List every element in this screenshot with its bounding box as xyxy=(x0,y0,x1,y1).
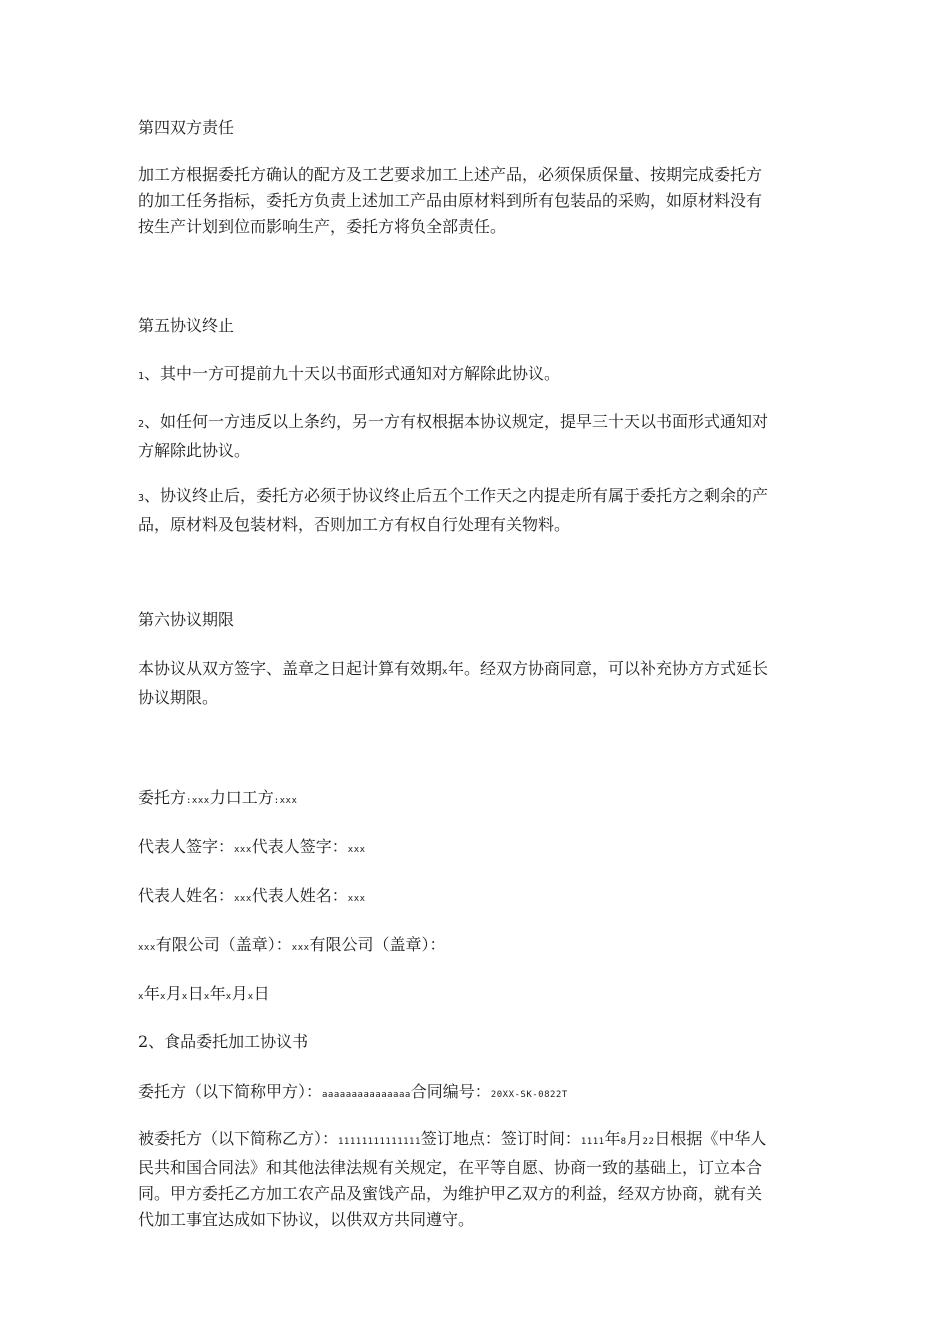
date-unit: 月 xyxy=(231,984,248,1003)
placeholder-x: x xyxy=(138,992,144,1002)
placeholder-value: xxx xyxy=(291,943,310,953)
paragraph-text: 代加工事宜达成如下协议，以供双方共同遵守。 xyxy=(138,1210,475,1229)
item-text: 、其中一方可提前九十天以书面形式通知对方解除此协议。 xyxy=(144,364,561,383)
label: 合同编号： xyxy=(410,1082,491,1101)
paragraph-line: 加工方根据委托方确认的配方及工艺要求加工上述产品，必须保质保量、按期完成委托方 xyxy=(138,165,763,184)
label: 委托方（以下简称甲方）： xyxy=(138,1082,323,1101)
signature-parties-row xyxy=(138,785,814,814)
label: 有限公司（盖章）： xyxy=(155,935,292,954)
contract-2-client-row xyxy=(138,1079,814,1108)
contract-2-paragraph xyxy=(138,1126,814,1233)
paragraph-text: 协议期限。 xyxy=(138,688,219,707)
date-unit: 日 xyxy=(187,984,204,1003)
placeholder-x: x xyxy=(442,667,448,677)
section-5-heading: 第五协议终止 xyxy=(138,316,235,335)
item-text: 方解除此协议。 xyxy=(138,441,251,460)
placeholder-value: xxx xyxy=(138,943,156,953)
placeholder-value: xxx xyxy=(347,845,366,855)
section-5-item-2 xyxy=(138,409,814,464)
section-6-heading: 第六协议期限 xyxy=(138,610,235,629)
paragraph-line: 按生产计划到位而影响生产，委托方将负全部责任。 xyxy=(138,217,507,236)
placeholder-value: aaaaaaaaaaaaaaa xyxy=(322,1090,411,1100)
placeholder-x: x xyxy=(181,992,188,1002)
section-5-item-1 xyxy=(138,361,814,390)
date-unit: 月 xyxy=(165,984,182,1003)
date-unit: 年 xyxy=(604,1129,621,1148)
paragraph-text: 日根据《中华人 xyxy=(654,1129,767,1148)
section-6-paragraph xyxy=(138,656,814,711)
placeholder-value: 11111111111111 xyxy=(338,1137,421,1147)
label: 签订地点：签订时间： xyxy=(420,1129,581,1148)
paragraph-text: 年。经双方协商同意，可以补充协方方式延长 xyxy=(447,659,768,678)
contract-2-title: 2、食品委托加工协议书 xyxy=(138,1032,309,1051)
signature-company-row xyxy=(138,932,814,961)
item-text: 、协议终止后，委托方必须于协议终止后五个工作天之内提走所有属于委托方之剩余的产 xyxy=(144,486,769,505)
item-number: 3 xyxy=(138,493,145,504)
signature-rep-name-row xyxy=(138,883,814,912)
item-number: 2 xyxy=(138,419,145,430)
placeholder-value: xxx xyxy=(234,894,252,904)
date-value: 8 xyxy=(620,1137,627,1147)
signature-rep-sign-row xyxy=(138,834,814,863)
date-unit: 月 xyxy=(626,1129,643,1148)
contract-number: 20XX-SK-0822T xyxy=(490,1090,568,1100)
label: 代表人姓名： xyxy=(251,886,348,905)
date-unit: 年 xyxy=(143,984,160,1003)
item-number: 1 xyxy=(138,371,145,382)
date-value: 22 xyxy=(642,1137,655,1147)
label: 委托方 xyxy=(138,788,187,807)
label: 代表人签字： xyxy=(138,837,235,856)
paragraph-line: 的加工任务指标，委托方负责上述加工产品由原材料到所有包装品的采购，如原材料没有 xyxy=(138,191,763,210)
date-value: 1111 xyxy=(580,1137,605,1147)
label: 代表人姓名： xyxy=(138,886,235,905)
label: 被委托方（以下简称乙方）： xyxy=(138,1129,339,1148)
label: 代表人签字： xyxy=(251,837,348,856)
section-4-paragraph xyxy=(138,162,814,240)
paragraph-text: 本协议从双方签字、盖章之日起计算有效期 xyxy=(138,659,443,678)
section-4-heading: 第四双方责任 xyxy=(138,118,235,137)
placeholder-value: :xxx xyxy=(273,796,298,806)
placeholder-x: x xyxy=(159,992,166,1002)
placeholder-value: xxx xyxy=(234,845,252,855)
item-text: 品，原材料及包装材料，否则加工方有权自行处理有关物料。 xyxy=(138,515,571,534)
section-5-item-3 xyxy=(138,483,814,538)
label: 力口工方 xyxy=(209,788,274,807)
signature-date-row xyxy=(138,981,814,1010)
placeholder-x: x xyxy=(247,992,254,1002)
paragraph-text: 民共和国合同法》和其他法律法规有关规定，在平等自愿、协商一致的基础上，订立本合 xyxy=(138,1158,763,1177)
placeholder-value: xxx xyxy=(347,894,366,904)
placeholder-x: x xyxy=(225,992,232,1002)
paragraph-text: 同。甲方委托乙方加工农产品及蜜饯产品，为维护甲乙双方的利益，经双方协商，就有关 xyxy=(138,1184,763,1203)
date-unit: 年 xyxy=(209,984,226,1003)
placeholder-value: :xxx xyxy=(186,796,210,806)
label: 有限公司（盖章）： xyxy=(309,935,446,954)
date-unit: 日 xyxy=(253,984,270,1003)
placeholder-x: x xyxy=(203,992,210,1002)
item-text: 、如任何一方违反以上条约，另一方有权根据本协议规定，提早三十天以书面形式通知对 xyxy=(144,412,769,431)
